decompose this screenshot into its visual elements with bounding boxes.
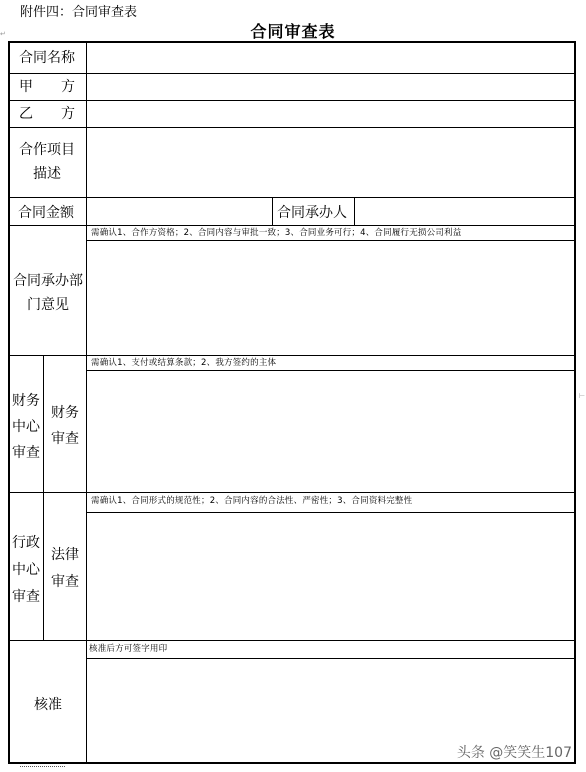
- finance-review-field[interactable]: [88, 372, 574, 491]
- cut-off-text-line: [20, 766, 65, 772]
- approval-label: 核准: [34, 697, 62, 713]
- finance-center-label: 财务中心审查: [12, 393, 40, 461]
- project-description-field[interactable]: [88, 129, 574, 196]
- contract-amount-label: 合同金额: [18, 205, 74, 221]
- legal-review-label: 法律审查: [51, 547, 79, 590]
- contract-handler-field[interactable]: [356, 199, 574, 224]
- legal-review-hint: 需确认1、合同形式的规范性；2、合同内容的合法性、严密性；3、合同资料完整性: [91, 496, 413, 506]
- form-title: 合同审查表: [250, 22, 336, 41]
- department-opinion-hint: 需确认1、合作方资格；2、合同内容与审批一致；3、合同业务可行；4、合同履行无损公司利益: [91, 228, 462, 238]
- finance-review-hint: 需确认1、支付或结算条款；2、我方签约的主体: [91, 358, 277, 368]
- attachment-label: 附件四：合同审查表: [20, 5, 138, 20]
- contract-amount-field[interactable]: [88, 199, 271, 224]
- contract-name-label: 合同名称: [19, 50, 75, 66]
- scroll-marker-icon: ⊢: [579, 392, 586, 400]
- party-b-field[interactable]: [88, 102, 574, 126]
- legal-review-field[interactable]: [88, 514, 574, 639]
- party-b-label: 乙 方: [19, 106, 75, 122]
- contract-handler-label: 合同承办人: [277, 205, 347, 221]
- party-a-field[interactable]: [88, 75, 574, 99]
- contract-name-field[interactable]: [88, 43, 574, 72]
- department-opinion-field[interactable]: [88, 242, 574, 354]
- paragraph-mark-icon: ↵: [0, 30, 6, 38]
- project-description-label: 合作项目描述: [19, 142, 75, 182]
- department-opinion-label: 合同承办部门意见: [13, 273, 83, 313]
- party-a-label: 甲 方: [19, 79, 75, 95]
- approval-hint: 核准后方可签字用印: [89, 644, 168, 654]
- finance-review-label: 财务审查: [51, 405, 79, 447]
- watermark: 头条 @笑笑生107: [456, 745, 572, 761]
- admin-center-label: 行政中心审查: [12, 535, 40, 605]
